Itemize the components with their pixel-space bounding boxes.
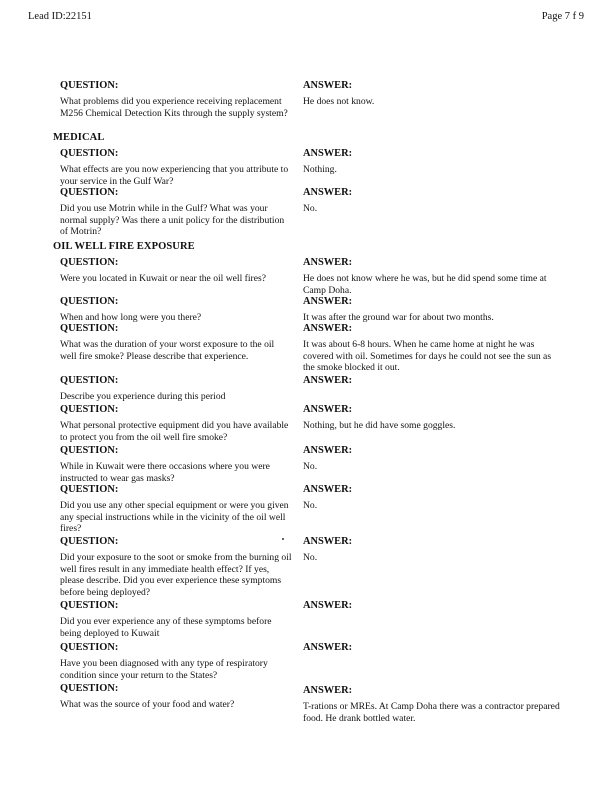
question-block	[60, 80, 292, 119]
question-label: QUESTION:	[60, 484, 119, 495]
answer-block	[303, 685, 561, 724]
answer-text: Nothing.	[303, 164, 337, 175]
answer-label: ANSWER:	[303, 323, 353, 334]
answer-text: He does not know where he was, but he did spend some time at Camp Doha.	[303, 273, 547, 296]
answer-block	[303, 375, 561, 391]
question-label: QUESTION:	[60, 296, 119, 307]
answer-text: It was after the ground war for about two months.	[303, 312, 494, 323]
answer-text: No.	[303, 203, 318, 214]
question-block	[60, 683, 292, 711]
answer-block	[303, 404, 561, 432]
question-label: QUESTION:	[60, 257, 119, 268]
question-label: QUESTION:	[60, 683, 119, 694]
answer-label: ANSWER:	[303, 404, 353, 415]
question-block	[60, 296, 292, 324]
question-block	[60, 148, 292, 187]
question-block	[60, 404, 292, 443]
answer-label: ANSWER:	[303, 600, 353, 611]
question-text: What personal protective equipment did you have available to protect you from the oil well fire smoke?	[60, 420, 289, 443]
question-block	[60, 642, 292, 681]
question-text: Did your exposure to the soot or smoke from the burning oil well fires result in any immediate health effect? If yes, please describe. Did you ever experience these symptoms before being deployed?	[60, 552, 292, 598]
answer-block	[303, 323, 561, 374]
question-label: QUESTION:	[60, 375, 119, 386]
question-text: Did you use Motrin while in the Gulf? What was your normal supply? Was there a unit policy for the distribution of Motrin?	[60, 203, 285, 238]
question-block	[60, 536, 292, 598]
question-label: QUESTION:	[60, 536, 119, 547]
answer-block	[303, 536, 561, 564]
top-rule	[0, 5, 612, 6]
question-text: Describe you experience during this period	[60, 391, 226, 402]
question-block	[60, 257, 292, 285]
answer-block	[303, 445, 561, 473]
answer-text: He does not know.	[303, 96, 375, 107]
answer-label: ANSWER:	[303, 445, 353, 456]
answer-label: ANSWER:	[303, 642, 353, 653]
answer-block	[303, 484, 561, 512]
question-text: Have you been diagnosed with any type of respiratory condition since your return to the States?	[60, 658, 268, 681]
answer-block	[303, 148, 561, 176]
answer-label: ANSWER:	[303, 148, 353, 159]
question-text: While in Kuwait were there occasions where you were instructed to wear gas masks?	[60, 461, 270, 484]
lead-id: Lead ID:22151	[28, 11, 92, 22]
question-block	[60, 187, 292, 238]
answer-text: No.	[303, 461, 318, 472]
answer-block	[303, 296, 561, 324]
question-text: What was the duration of your worst exposure to the oil well fire smoke? Please describe that experience.	[60, 339, 275, 362]
answer-text: T-rations or MREs. At Camp Doha there was a contractor prepared food. He drank bottled water.	[303, 701, 560, 724]
question-text: What problems did you experience receiving replacement M256 Chemical Detection Kits through the supply system?	[60, 96, 288, 119]
question-label: QUESTION:	[60, 148, 119, 159]
question-text: Were you located in Kuwait or near the oil well fires?	[60, 273, 266, 284]
answer-text: Nothing, but he did have some goggles.	[303, 420, 456, 431]
answer-label: ANSWER:	[303, 296, 353, 307]
question-block	[60, 323, 292, 362]
answer-label: ANSWER:	[303, 257, 353, 268]
question-label: QUESTION:	[60, 445, 119, 456]
question-block	[60, 445, 292, 484]
answer-label: ANSWER:	[303, 375, 353, 386]
question-text: When and how long were you there?	[60, 312, 202, 323]
answer-text: No.	[303, 500, 318, 511]
answer-block	[303, 257, 561, 296]
answer-text: It was about 6-8 hours. When he came home at night he was covered with oil. Sometimes for days he could not see the sun as the smoke blocked it out.	[303, 339, 552, 374]
section-heading-oil-well: OIL WELL FIRE EXPOSURE	[53, 241, 195, 252]
question-text: What was the source of your food and water?	[60, 699, 235, 710]
answer-block	[303, 187, 561, 215]
answer-text: No.	[303, 552, 318, 563]
answer-label: ANSWER:	[303, 80, 353, 91]
question-label: QUESTION:	[60, 600, 119, 611]
section-heading-medical: MEDICAL	[53, 132, 105, 143]
question-text: Did you use any other special equipment or were you given any special instructions while in the vicinity of the oil well fires?	[60, 500, 289, 535]
question-label: QUESTION:	[60, 404, 119, 415]
answer-label: ANSWER:	[303, 685, 353, 696]
question-label: QUESTION:	[60, 187, 119, 198]
question-block	[60, 600, 292, 639]
answer-label: ANSWER:	[303, 187, 353, 198]
answer-label: ANSWER:	[303, 536, 353, 547]
answer-label: ANSWER:	[303, 484, 353, 495]
question-label: QUESTION:	[60, 642, 119, 653]
question-block	[60, 375, 292, 403]
question-label: QUESTION:	[60, 80, 119, 91]
answer-block	[303, 80, 561, 108]
question-label: QUESTION:	[60, 323, 119, 334]
answer-block	[303, 642, 561, 658]
answer-block	[303, 600, 561, 616]
question-text: What effects are you now experiencing that you attribute to your service in the Gulf War?	[60, 164, 289, 187]
page-number: Page 7 f 9	[541, 11, 584, 22]
question-text: Did you ever experience any of these symptoms before being deployed to Kuwait	[60, 616, 272, 639]
question-block	[60, 484, 292, 535]
